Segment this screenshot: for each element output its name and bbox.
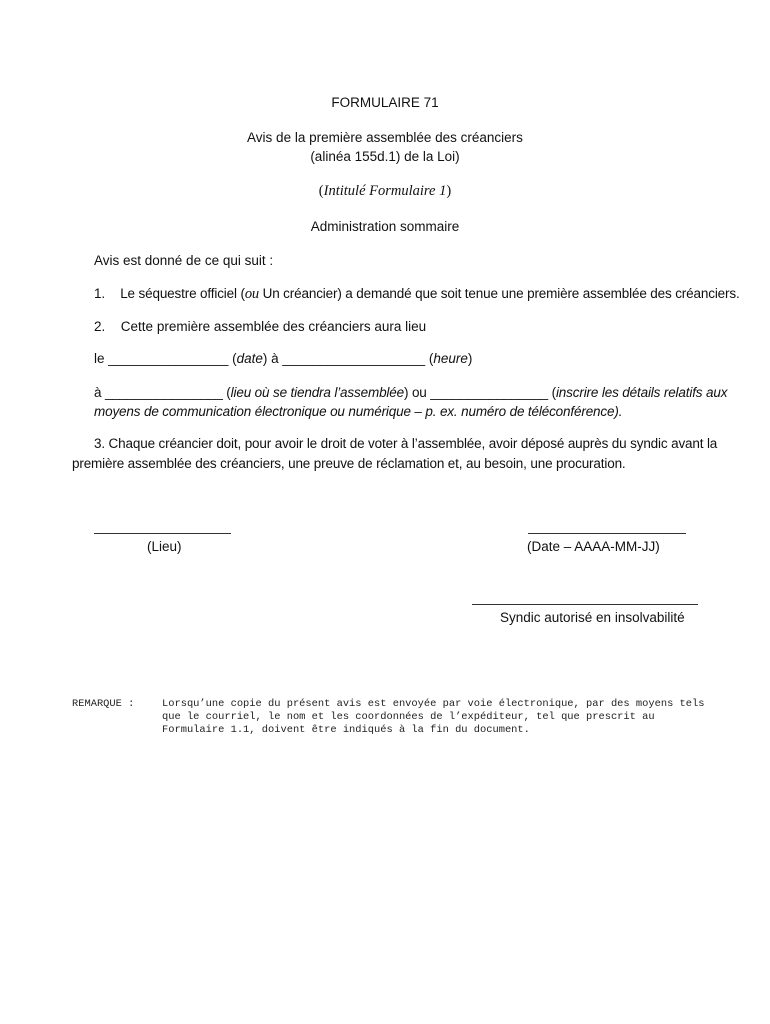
ou-blank: ) ou ________________ (: [404, 385, 556, 400]
remarque-line-1: Lorsqu’une copie du présent avis est envoyée par voie électronique, par des moyens tels: [162, 698, 705, 710]
notice-title: Avis de la première assemblée des créanciers: [247, 130, 523, 145]
place-blank: à ________________ (: [94, 385, 231, 400]
item-3-line-2: première assemblée des créanciers, une preuve de réclamation et, au besoin, une procuration.: [72, 456, 626, 471]
le-blank: le ________________ (: [94, 351, 237, 366]
remarque-line-2: que le courriel, le nom et les coordonnées de l’expéditeur, tel que prescrit au: [162, 711, 655, 723]
item-1: [94, 286, 740, 303]
intitule-close: ): [446, 183, 452, 199]
item-1-text-a: Le séquestre officiel (: [120, 286, 245, 301]
date-label: date: [236, 351, 263, 366]
intitule: [0, 183, 770, 200]
lieu-caption: (Lieu): [147, 539, 182, 554]
close-paren: ): [467, 351, 473, 366]
form-title: FORMULAIRE 71: [331, 95, 439, 110]
date-caption: (Date – AAAA-MM-JJ): [527, 539, 660, 554]
lieu-label: lieu où se tiendra l’assemblée: [230, 385, 404, 400]
intitule-text: Intitulé Formulaire 1: [323, 183, 447, 199]
place-line-2: moyens de communication électronique ou numérique – p. ex. numéro de téléconférence).: [94, 404, 623, 419]
syndic-caption: Syndic autorisé en insolvabilité: [500, 610, 685, 625]
remarque-label: REMARQUE :: [72, 698, 135, 710]
intitule-open: (: [318, 183, 324, 199]
lieu-signature-line: [94, 533, 231, 534]
item-1-text-b: Un créancier) a demandé que soit tenue une première assemblée des créanciers.: [259, 286, 740, 301]
syndic-signature-line: [472, 604, 698, 605]
item-2-number: 2.: [94, 319, 106, 334]
item-3-line-1: 3. Chaque créancier doit, pour avoir le droit de voter à l’assemblée, avoir déposé auprès du syndic avant la: [94, 436, 718, 451]
date-signature-line: [528, 533, 686, 534]
heure-label: heure: [433, 351, 468, 366]
place-line: [94, 385, 727, 400]
item-2: [94, 319, 426, 334]
item-1-ou: ou: [244, 286, 260, 302]
remarque-line-3: Formulaire 1.1, doivent être indiqués à la fin du document.: [162, 724, 530, 736]
item-1-number: 1.: [94, 286, 105, 301]
intro-text: Avis est donné de ce qui suit :: [94, 253, 274, 268]
item-2-text: Cette première assemblée des créanciers aura lieu: [120, 319, 427, 334]
heure-blank: ) à ___________________ (: [262, 351, 434, 366]
date-time-line: [94, 351, 472, 366]
administration-label: Administration sommaire: [310, 219, 460, 234]
legal-reference: (alinéa 155d.1) de la Loi): [310, 149, 460, 164]
inscrire-label: inscrire les détails relatifs aux: [555, 385, 728, 400]
